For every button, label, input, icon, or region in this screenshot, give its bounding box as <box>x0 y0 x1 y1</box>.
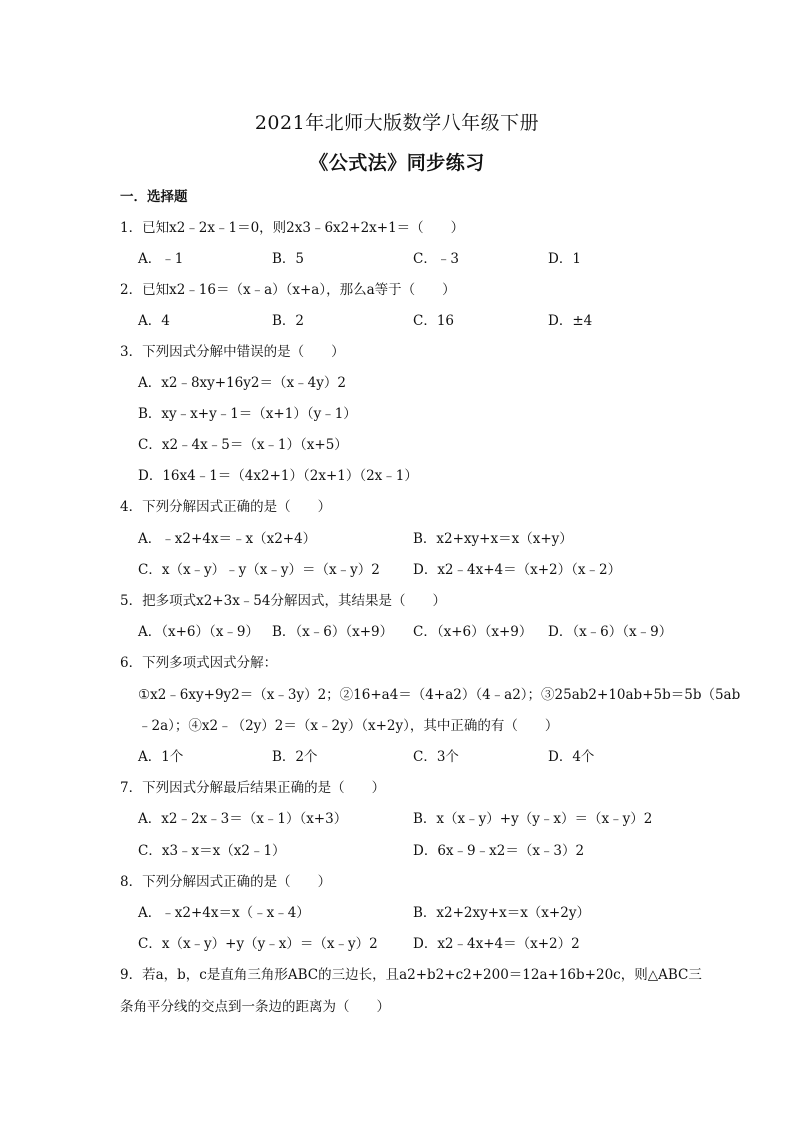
section-heading: 一．选择题 <box>120 189 188 205</box>
option-a: A．1个 <box>138 749 184 765</box>
option-d: D．（x﹣6）（x﹣9） <box>548 624 673 640</box>
option-c: C．3个 <box>413 749 459 765</box>
option-d: D．16x4﹣1＝（4x2+1）（2x+1）（2x﹣1） <box>138 468 418 484</box>
question-2: 2．已知x2﹣16＝（x﹣a）（x+a），那么a等于（ ） <box>120 282 456 298</box>
option-a: A．x2﹣8xy+16y2＝（x﹣4y）2 <box>138 375 346 391</box>
option-a: A．x2﹣2x﹣3＝（x﹣1）（x+3） <box>138 811 348 827</box>
option-c: C．x（x﹣y）﹣y（x﹣y）＝（x﹣y）2 <box>138 562 380 578</box>
option-c: C．16 <box>413 313 455 329</box>
option-c: C．x3﹣x＝x（x2﹣1） <box>138 843 286 859</box>
option-a: A．﹣x2+4x＝x（﹣x﹣4） <box>138 905 310 921</box>
option-b: B．x2+2xy+x＝x（x+2y） <box>413 905 590 921</box>
option-d: D．±4 <box>548 313 593 329</box>
question-3: 3．下列因式分解中错误的是（ ） <box>120 344 345 360</box>
page-title: 2021年北师大版数学八年级下册 <box>254 112 540 134</box>
question-6: 6．下列多项式因式分解： <box>120 655 278 671</box>
option-a: A．（x+6）（x﹣9） <box>138 624 259 640</box>
option-b: B．xy﹣x+y﹣1＝（x+1）（y﹣1） <box>138 406 357 422</box>
option-d: D．4个 <box>548 749 595 765</box>
question-9-body: 条角平分线的交点到一条边的距离为（ ） <box>120 999 390 1015</box>
option-d: D．x2﹣4x+4＝（x+2）2 <box>413 936 580 952</box>
option-c: C．﹣3 <box>413 251 459 267</box>
option-c: C．x2﹣4x﹣5＝（x﹣1）（x+5） <box>138 437 348 453</box>
option-a: A．4 <box>138 313 170 329</box>
option-a: A．﹣x2+4x＝﹣x（x2+4） <box>138 531 317 547</box>
option-d: D．1 <box>548 251 581 267</box>
question-9: 9．若a，b，c是直角三角形ABC的三边长，且a2+b2+c2+200＝12a+16b+20c，则△ABC三 <box>120 967 702 983</box>
page-subtitle: 《公式法》同步练习 <box>309 152 485 174</box>
option-b: B．（x﹣6）（x+9） <box>272 624 394 640</box>
option-b: B．x2+xy+x＝x（x+y） <box>413 531 573 547</box>
question-8: 8．下列分解因式正确的是（ ） <box>120 874 332 890</box>
option-c: C．（x+6）（x+9） <box>413 624 533 640</box>
option-b: B．2个 <box>272 749 318 765</box>
question-7: 7．下列因式分解最后结果正确的是（ ） <box>120 780 386 796</box>
question-6-body: ﹣2a）；④x2﹣（2y）2＝（x﹣2y）（x+2y），其中正确的有（ ） <box>138 718 559 734</box>
option-d: D．x2﹣4x+4＝（x+2）（x﹣2） <box>413 562 622 578</box>
question-6-body: ①x2﹣6xy+9y2＝（x﹣3y）2；②16+a4＝（4+a2）（4﹣a2）；③25ab2+10ab+5b＝5b（5ab <box>138 687 741 703</box>
option-a: A．﹣1 <box>138 251 184 267</box>
question-5: 5．把多项式x2+3x﹣54分解因式，其结果是（ ） <box>120 593 446 609</box>
question-1: 1．已知x2﹣2x﹣1＝0，则2x3﹣6x2+2x+1＝（ ） <box>120 220 465 236</box>
option-b: B．5 <box>272 251 305 267</box>
option-d: D．6x﹣9﹣x2＝（x﹣3）2 <box>413 843 585 859</box>
question-4: 4．下列分解因式正确的是（ ） <box>120 499 332 515</box>
option-b: B．x（x﹣y）+y（y﹣x）＝（x﹣y）2 <box>413 811 653 827</box>
option-c: C．x（x﹣y）+y（y﹣x）＝（x﹣y）2 <box>138 936 378 952</box>
option-b: B．2 <box>272 313 305 329</box>
